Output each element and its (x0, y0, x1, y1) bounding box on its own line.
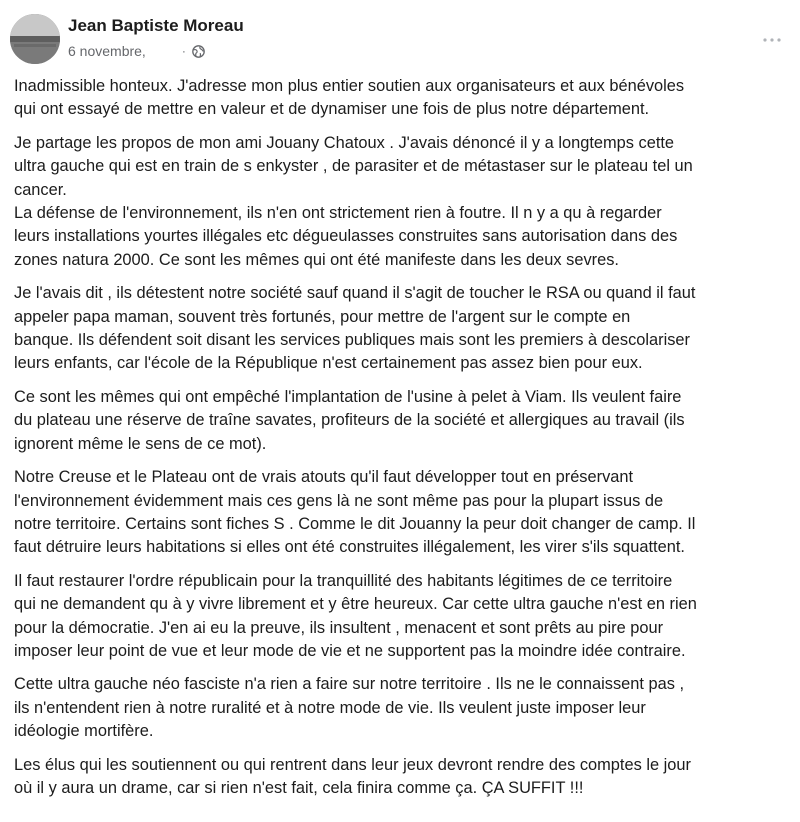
post-paragraph-4: Ce sont les mêmes qui ont empêché l'implantation de l'usine à pelet à Viam. Ils veulent faire du plateau une réserve de traîne savates, profiteurs de la société et allergiques au travail (ils ignorent même le sens de ce mot). (14, 387, 685, 453)
post-body (14, 75, 792, 810)
post-paragraph-7: Cette ultra gauche néo fasciste n'a rien a faire sur notre territoire . Ils ne le connaissent pas , ils n'entendent rien à notre ruralité et à notre mode de vie. Ils veulent juste imposer leur idéologie mortifère. (14, 675, 685, 741)
post-paragraph-3: Je l'avais dit , ils détestent notre société sauf quand il s'agit de toucher le RSA ou quand il faut appeler papa maman, souvent très fortunés, pour mettre de l'argent sur le compte en banque. Ils défendent soit disant les services publiques mais sont les premiers à descolariser leurs enfants, car l'école de la République n'est certainement pas assez bien pour eux. (14, 284, 696, 373)
post-meta (68, 43, 205, 59)
post-header (10, 12, 790, 66)
post-paragraph-6: Il faut restaurer l'ordre républicain pour la tranquillité des habitants légitimes de ce territoire qui ne demandent qu à y vivre librement et y être heureux. Car cette ultra gauche n'est en rien pour la démocratie. J'en ai eu la preuve, ils insultent , menacent et sont prêts au pire pour imposer leur point de vue et leur mode de vie et ne supportent pas la moindre idée contraire. (14, 571, 697, 660)
post-paragraph-1: Inadmissible honteux. J'adresse mon plus entier soutien aux organisateurs et aux bénévoles qui ont essayé de mettre en valeur et de dynamiser une fois de plus notre département. (14, 77, 685, 119)
author-name[interactable]: Jean Baptiste Moreau (68, 16, 244, 35)
avatar[interactable] (10, 14, 60, 64)
more-options-icon[interactable] (762, 36, 782, 44)
post-paragraph-8: Les élus qui les soutiennent ou qui rentrent dans leur jeux devront rendre des comptes le jour où il y aura un drame, car si rien n'est fait, cela finira comme ça. ÇA SUFFIT !!! (14, 755, 691, 797)
post-paragraph-5: Notre Creuse et le Plateau ont de vrais atouts qu'il faut développer tout en préservant l'environnement évidemment mais ces gens là ne sont même pas pour la plupart issus de notre territoire. Certains sont fiches S . Comme le dit Jouanny la peur doit changer de camp. Il faut détruire leurs habitations si elles ont été construites illégalement, les virer s'ils squattent. (14, 468, 696, 557)
meta-separator: · (181, 44, 186, 58)
globe-icon[interactable] (192, 45, 205, 58)
post-date[interactable]: 6 novembre, (68, 43, 146, 59)
post-paragraph-2: Je partage les propos de mon ami Jouany Chatoux . J'avais dénoncé il y a longtemps cette ultra gauche qui est en train de s enkyster , de parasiter et de métastaser sur le plateau tel un cancer. La défense de l'environnement, ils n'en ont strictement rien à foutre. Il n y a qu à regarder leurs installations yourtes illégales etc dégueulasses construites sans autorisation dans des zones natura 2000. Ce sont les mêmes qui ont été manifeste dans les deux sevres. (14, 133, 693, 269)
avatar-photo (10, 14, 60, 64)
